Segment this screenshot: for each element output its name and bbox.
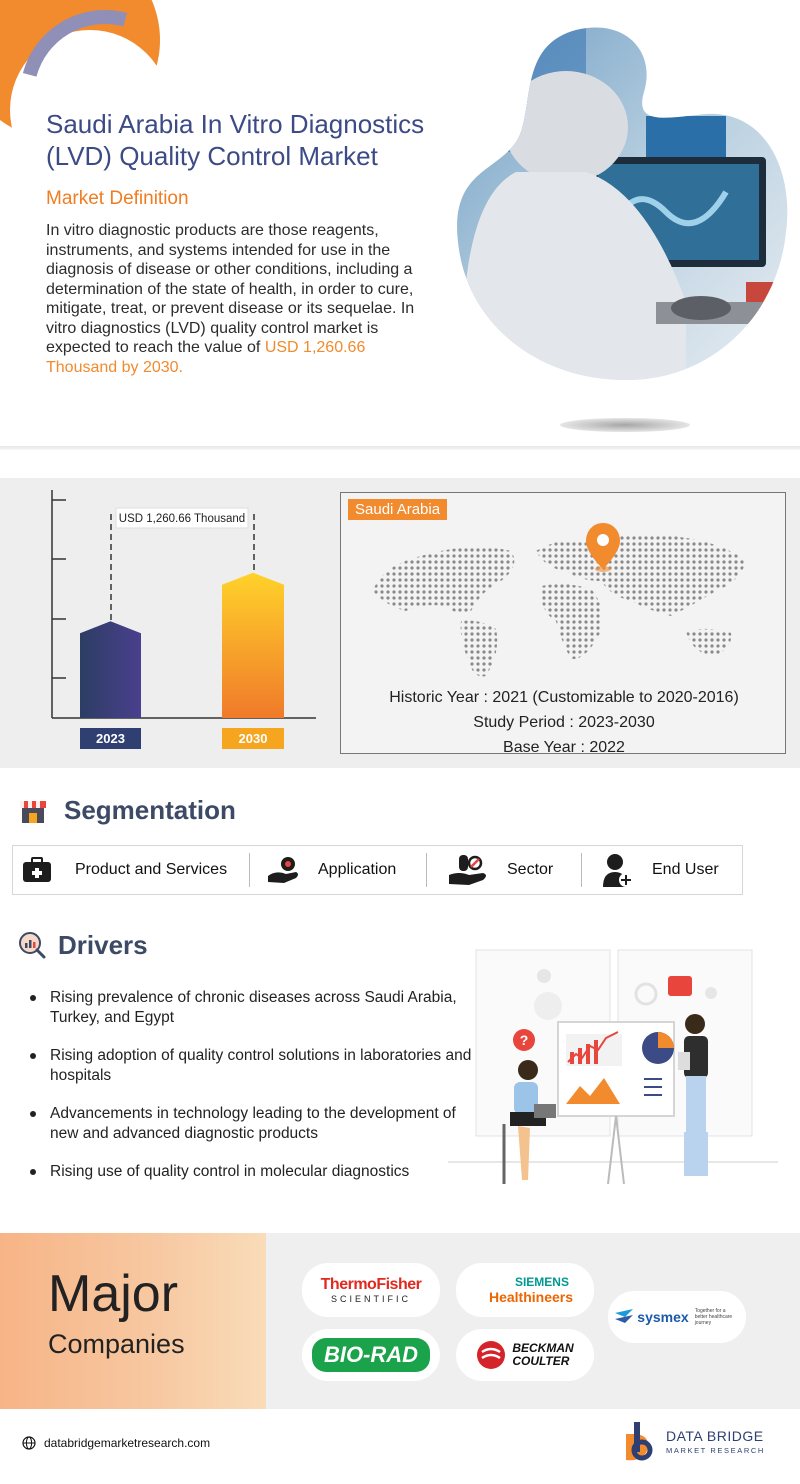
segmentation-bar <box>12 845 743 895</box>
website-url[interactable]: databridgemarketresearch.com <box>44 1436 211 1450</box>
logo-text: Healthineers <box>488 1289 574 1305</box>
page-title: Saudi Arabia In Vitro Diagnostics (LVD) Quality Control Market <box>46 109 425 171</box>
companies-heading-major: Major <box>48 1265 179 1323</box>
logo-text: SCIENTIFIC <box>330 1294 411 1304</box>
drivers-list <box>28 988 473 1201</box>
market-definition-heading: Market Definition <box>46 188 189 209</box>
bar-label-2023: 2023 <box>96 731 125 746</box>
beckman-mark-icon <box>476 1340 506 1370</box>
bar-2023 <box>80 621 141 718</box>
brand-subtitle: MARKET RESEARCH <box>666 1446 765 1455</box>
callout-label: USD 1,260.66 Thousand <box>118 513 246 525</box>
data-bridge-mark-icon <box>622 1420 662 1466</box>
map-continents <box>373 534 746 676</box>
brand-name: DATA BRIDGE <box>666 1428 764 1444</box>
segment-application <box>250 852 426 888</box>
world-map <box>361 511 761 681</box>
data-bridge-logo <box>622 1420 772 1466</box>
segment-end-user <box>582 852 742 888</box>
segment-product-services <box>13 852 249 888</box>
logo-text: sysmex <box>637 1309 689 1325</box>
segment-label: Sector <box>507 861 554 878</box>
segment-sector <box>427 852 581 888</box>
market-definition-text <box>46 221 436 377</box>
storefront-icon <box>18 795 48 825</box>
image-shadow <box>560 418 690 432</box>
laptop-icon <box>534 1104 556 1118</box>
major-companies-section <box>0 1233 800 1409</box>
hand-pills-icon <box>447 853 491 887</box>
list-item: Rising adoption of quality control solutions in laboratories and hospitals <box>28 1046 473 1085</box>
bar-label-2030: 2030 <box>238 731 268 746</box>
hero-section <box>0 0 800 448</box>
lab-scientist-image <box>456 22 792 382</box>
logo-text: COULTER <box>512 1354 570 1368</box>
market-bar-chart <box>30 488 320 753</box>
drivers-title: Drivers <box>58 929 148 960</box>
siemens-healthineers-logo <box>456 1263 594 1317</box>
drivers-header <box>18 927 148 963</box>
country-tag: Saudi Arabia <box>348 499 447 520</box>
logo-text: BIO-RAD <box>312 1338 430 1372</box>
bar-2030 <box>222 573 284 718</box>
study-period: Study Period : 2023-2030 <box>473 714 655 731</box>
list-item: Rising use of quality control in molecular diagnostics <box>28 1162 473 1182</box>
thermofisher-logo <box>302 1263 440 1317</box>
svg-text:?: ? <box>519 1032 529 1048</box>
stats-section <box>0 478 800 768</box>
logo-text: SIEMENS <box>514 1275 569 1289</box>
hand-gear-icon <box>266 854 302 886</box>
list-item: Rising prevalence of chronic diseases across Saudi Arabia, Turkey, and Egypt <box>28 988 473 1027</box>
definition-body: In vitro diagnostic products are those reagents, instruments, and systems intended for use in the diagnosis of disease or other conditions, including a determination of the state of health, in order to cure, mitigate, treat, or prevent disease or its sequelae. In vitro diagnostics (LVD) quality control market is expected to reach the value of <box>46 222 415 356</box>
segmentation-title: Segmentation <box>64 794 236 825</box>
segment-label: End User <box>652 861 719 878</box>
base-year: Base Year : 2022 <box>503 739 625 756</box>
magnifier-chart-icon <box>18 931 46 959</box>
segment-label: Product and Services <box>75 861 228 878</box>
megaphone-icon <box>668 976 692 996</box>
bio-rad-logo <box>302 1329 440 1381</box>
logo-text: ThermoFisher <box>320 1276 422 1293</box>
section-divider <box>0 446 800 450</box>
historic-year: Historic Year : 2021 (Customizable to 2020-2016) <box>389 689 739 706</box>
add-user-icon <box>602 853 634 887</box>
globe-icon <box>22 1436 36 1450</box>
segmentation-header <box>18 790 236 830</box>
market-value-highlight: USD 1,260.66 Thousand by 2030. <box>46 339 366 376</box>
presentation-illustration <box>448 946 788 1196</box>
companies-heading-panel <box>0 1233 266 1409</box>
sysmex-mark-icon <box>615 1309 633 1325</box>
medical-kit-icon <box>21 856 53 884</box>
beckman-coulter-logo <box>456 1329 594 1381</box>
region-map-panel <box>340 492 786 754</box>
logo-tagline: Together for a better healthcare journey <box>694 1308 733 1326</box>
logo-text: BECKMAN <box>512 1341 574 1355</box>
companies-heading-companies: Companies <box>48 1329 185 1359</box>
segment-label: Application <box>318 861 397 878</box>
list-item: Advancements in technology leading to the development of new and advanced diagnostic products <box>28 1104 473 1143</box>
footer-website[interactable] <box>22 1436 210 1450</box>
sysmex-logo <box>608 1291 746 1343</box>
